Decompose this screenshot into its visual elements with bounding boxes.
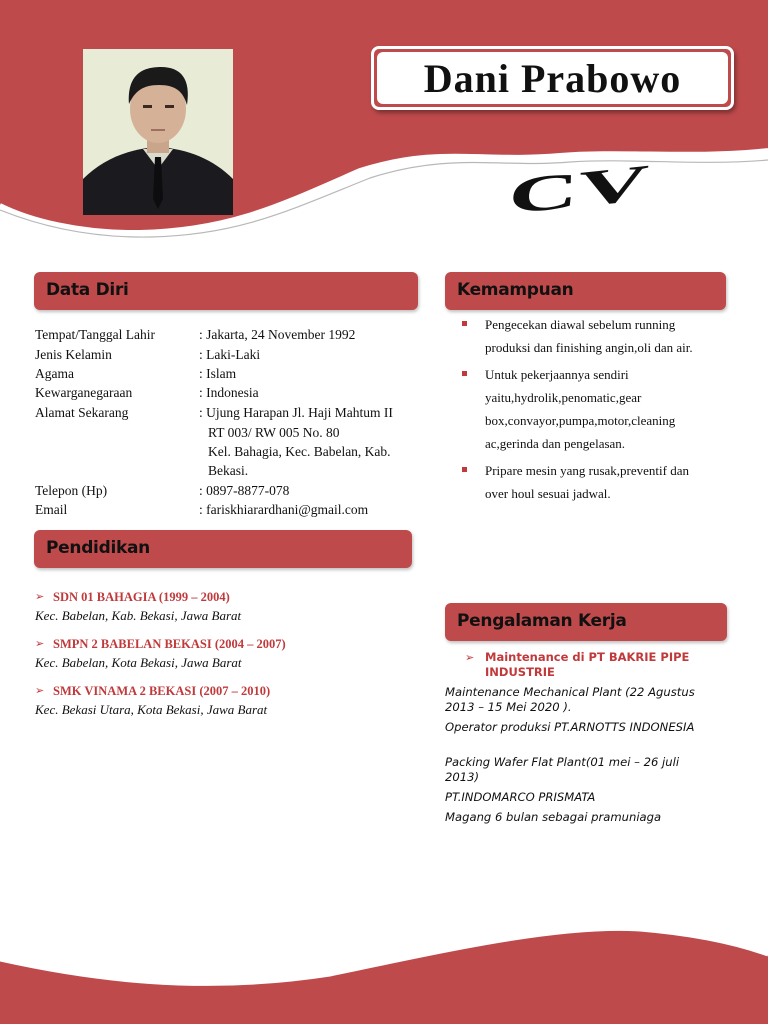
cv-title [470,148,702,228]
section-header-pendidikan [34,530,412,568]
square-bullet-icon [462,371,467,376]
skills-list [462,313,710,509]
skill-text: Pengecekan diawal sebelum running produksi dan finishing angin,oli dan air. [485,317,693,355]
personal-label: Telepon (Hp) [35,483,108,498]
list-item [462,313,710,359]
experience-title [465,650,725,680]
education-place: Kec. Babelan, Kab. Bekasi, Jawa Barat [35,608,242,623]
experience-line: Packing Wafer Flat Plant(01 mei – 26 juli 2013) [445,755,680,784]
education-item [35,590,241,624]
person-portrait-icon [83,49,233,215]
section-header-pengalaman [445,603,727,641]
skill-text: Untuk pekerjaannya sendiri yaitu,hydrolik,penomatic,gear box,convayor,pumpa,motor,cleaning ac,gerinda dan pengelasan. [485,367,676,451]
education-title: SMK VINAMA 2 BEKASI (2007 – 2010) [53,684,271,698]
personal-label: Agama [35,366,74,381]
education-place: Kec. Bekasi Utara, Kota Bekasi, Jawa Barat [35,702,268,717]
arrow-bullet-icon: ➢ [35,685,45,697]
personal-label: Kewarganegaraan [35,385,133,400]
education-title: SDN 01 BAHAGIA (1999 – 2004) [53,590,230,604]
personal-label: Jenis Kelamin [35,347,112,362]
experience-line: Magang 6 bulan sebagai pramuniaga [445,810,662,824]
education-item [35,637,286,671]
list-item [462,363,710,455]
square-bullet-icon [462,467,467,472]
personal-value: : Indonesia [199,385,259,400]
section-header-data-diri [34,272,418,310]
education-place: Kec. Babelan, Kota Bekasi, Jawa Barat [35,655,242,670]
arrow-bullet-icon: ➢ [35,591,45,603]
education-item [35,684,271,718]
personal-value: : Ujung Harapan Jl. Haji Mahtum II [199,405,393,420]
profile-photo [83,49,233,215]
name-box [371,46,734,110]
section-title-pendidikan: Pendidikan [46,538,150,558]
list-item [462,459,710,505]
experience-line: PT.INDOMARCO PRISMATA [445,790,596,804]
arrow-bullet-icon: ➢ [35,638,45,650]
personal-value: RT 003/ RW 005 No. 80 [208,425,340,440]
full-name: Dani Prabowo [423,55,682,101]
experience-line: Maintenance Mechanical Plant (22 Agustus 2013 – 15 Mei 2020 ). [445,685,695,714]
personal-label: Tempat/Tanggal Lahir [35,327,155,342]
personal-value: : Islam [199,366,237,381]
personal-value: : Jakarta, 24 November 1992 [199,327,356,342]
personal-label: Alamat Sekarang [35,405,129,420]
section-title-kemampuan: Kemampuan [457,280,574,300]
experience-line: Operator produksi PT.ARNOTTS INDONESIA [445,720,695,734]
personal-value: : fariskhiarardhani@gmail.com [199,502,369,517]
experience-title-text: Maintenance di PT BAKRIE PIPE INDUSTRIE [485,650,690,679]
personal-value: Bekasi. [208,463,249,478]
cv-mark: CV [506,153,651,225]
personal-label: Email [35,502,68,517]
skill-text: Pripare mesin yang rusak,preventif dan over houl sesuai jadwal. [485,463,689,501]
square-bullet-icon [462,321,467,326]
education-title: SMPN 2 BABELAN BEKASI (2004 – 2007) [53,637,286,651]
personal-value: : 0897-8877-078 [199,483,290,498]
section-title-data-diri: Data Diri [46,280,129,300]
arrow-bullet-icon: ➢ [465,651,475,664]
personal-value: : Laki-Laki [199,347,261,362]
section-title-pengalaman: Pengalaman Kerja [457,611,627,631]
personal-value: Kel. Bahagia, Kec. Babelan, Kab. [208,444,391,459]
section-header-kemampuan [445,272,726,310]
